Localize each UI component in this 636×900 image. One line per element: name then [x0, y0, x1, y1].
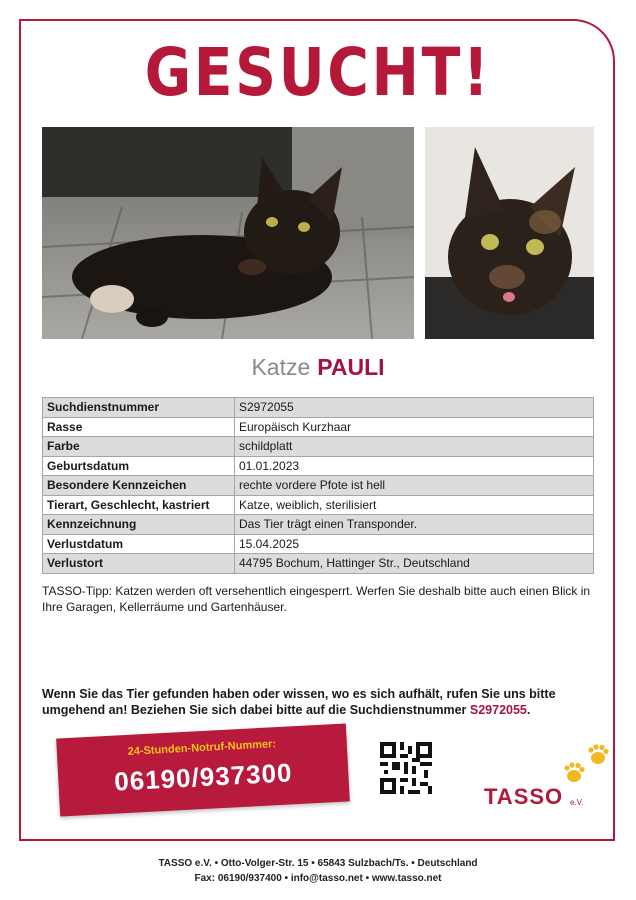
details-table — [42, 397, 594, 574]
detail-label: Farbe — [43, 437, 235, 457]
paw-icon — [562, 742, 612, 788]
pet-name: PAULI — [317, 354, 385, 380]
headline: GESUCHT! — [144, 34, 492, 111]
table-row — [43, 417, 594, 437]
qr-code-icon[interactable] — [380, 742, 432, 794]
tasso-tip: TASSO-Tipp: Katzen werden oft versehentlich eingesperrt. Werfen Sie deshalb bitte auch einen Blick in Ihre Garagen, Kellerräume und Gartenhäuser. — [42, 584, 591, 614]
table-row — [43, 495, 594, 515]
detail-label: Rasse — [43, 417, 235, 437]
hotline-number[interactable]: 06190/937300 — [113, 757, 294, 797]
table-row — [43, 476, 594, 496]
hotline-label: 24-Stunden-Notruf-Nummer: — [127, 738, 277, 758]
table-row — [43, 456, 594, 476]
cat-photo-lying — [42, 127, 414, 339]
detail-label: Tierart, Geschlecht, kastriert — [43, 495, 235, 515]
detail-value: S2972055 — [235, 398, 594, 418]
detail-value: Europäisch Kurzhaar — [235, 417, 594, 437]
detail-value: schildplatt — [235, 437, 594, 457]
detail-label: Verlustdatum — [43, 534, 235, 554]
call-to-action — [42, 686, 602, 718]
detail-label: Suchdienstnummer — [43, 398, 235, 418]
detail-label: Verlustort — [43, 554, 235, 574]
detail-value: 44795 Bochum, Hattinger Str., Deutschland — [235, 554, 594, 574]
tasso-logo[interactable] — [482, 742, 612, 812]
cta-text: Wenn Sie das Tier gefunden haben oder wissen, wo es sich aufhält, rufen Sie uns bitte umgehend an! Beziehen Sie sich dabei bitte auf die Suchdienstnummer — [42, 687, 556, 717]
footer-address: TASSO e.V. • Otto-Volger-Str. 15 • 65843 Sulzbach/Ts. • Deutschland — [158, 858, 478, 869]
footer-contact: Fax: 06190/937400 • info@tasso.net • www.tasso.net — [194, 873, 442, 884]
logo-name: TASSO — [484, 784, 564, 809]
detail-value: Katze, weiblich, sterilisiert — [235, 495, 594, 515]
cta-search-number: S2972055 — [469, 703, 527, 717]
detail-value: rechte vordere Pfote ist hell — [235, 476, 594, 496]
detail-value: 15.04.2025 — [235, 534, 594, 554]
table-row — [43, 554, 594, 574]
table-row — [43, 398, 594, 418]
cta-end: . — [526, 703, 531, 717]
pet-species: Katze — [251, 354, 311, 380]
table-row — [43, 515, 594, 535]
cat-photo-face — [425, 127, 594, 339]
table-row — [43, 534, 594, 554]
hotline-banner — [56, 723, 350, 816]
detail-value: Das Tier trägt einen Transponder. — [235, 515, 594, 535]
detail-value: 01.01.2023 — [235, 456, 594, 476]
logo-suffix: e.V. — [570, 798, 584, 807]
table-row — [43, 437, 594, 457]
detail-label: Geburtsdatum — [43, 456, 235, 476]
detail-label: Besondere Kennzeichen — [43, 476, 235, 496]
pet-title — [0, 354, 636, 381]
footer — [0, 856, 636, 886]
detail-label: Kennzeichnung — [43, 515, 235, 535]
